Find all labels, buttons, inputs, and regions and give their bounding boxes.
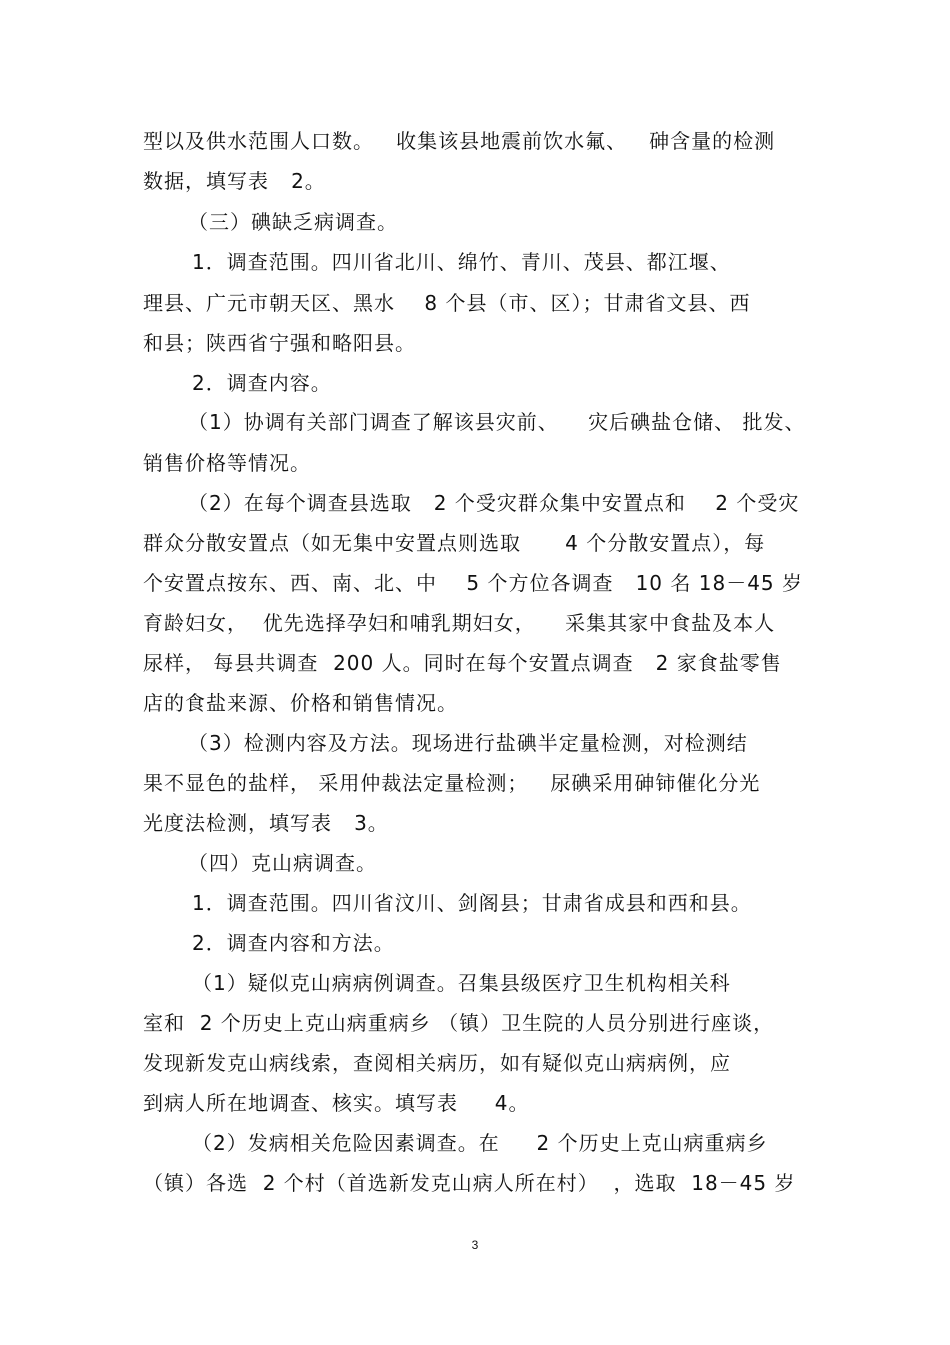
text-line: 2．调查内容。 (192, 371, 332, 395)
text-line: （四）克山病调查。 (188, 851, 377, 875)
text-line: 1．调查范围。四川省汶川、剑阁县；甘肃省成县和西和县。 (192, 891, 752, 915)
text-line: 光度法检测，填写表 3。 (143, 811, 389, 835)
text-line: 店的食盐来源、价格和销售情况。 (143, 691, 458, 715)
text-line: （3）检测内容及方法。现场进行盐碘半定量检测，对检测结 (188, 731, 748, 755)
text-line: （2）发病相关危险因素调查。在 2 个历史上克山病重病乡 (192, 1131, 768, 1155)
text-line: （2）在每个调查县选取 2 个受灾群众集中安置点和 2 个受灾 (188, 491, 800, 515)
text-line: 1．调查范围。四川省北川、绵竹、青川、茂县、都江堰、 (192, 250, 731, 274)
text-line: 尿样， 每县共调查 200 人。同时在每个安置点调查 2 家食盐零售 (143, 651, 782, 675)
text-line: （1）疑似克山病病例调查。召集县级医疗卫生机构相关科 (192, 971, 731, 995)
text-line: 理县、广元市朝天区、黑水 8 个县（市、区）；甘肃省文县、西 (143, 291, 751, 315)
text-line: 型以及供水范围人口数。 收集该县地震前饮水氟、 砷含量的检测 (143, 129, 776, 153)
text-line: 2．调查内容和方法。 (192, 931, 395, 955)
page-number: 3 (471, 1238, 479, 1252)
text-line: （镇）各选 2 个村（首选新发克山病人所在村） ，选取 18－45 岁 (143, 1171, 796, 1195)
text-line: 和县；陕西省宁强和略阳县。 (143, 331, 416, 355)
text-line: 室和 2 个历史上克山病重病乡 （镇）卫生院的人员分别进行座谈， (143, 1011, 775, 1035)
text-line: 果不显色的盐样， 采用仲裁法定量检测； 尿碘采用砷铈催化分光 (143, 771, 761, 795)
text-line: 到病人所在地调查、核实。填写表 4。 (143, 1091, 530, 1115)
text-line: （三）碘缺乏病调查。 (188, 210, 398, 234)
text-line: 发现新发克山病线索，查阅相关病历，如有疑似克山病病例，应 (143, 1051, 731, 1075)
text-line: 育龄妇女， 优先选择孕妇和哺乳期妇女， 采集其家中食盐及本人 (143, 611, 776, 635)
text-line: 群众分散安置点（如无集中安置点则选取 4 个分散安置点），每 (143, 531, 766, 555)
text-line: 数据，填写表 2。 (143, 169, 326, 193)
text-line: 销售价格等情况。 (143, 451, 311, 475)
text-line: 个安置点按东、西、南、北、中 5 个方位各调查 10 名 18－45 岁 (143, 571, 804, 595)
text-line: （1）协调有关部门调查了解该县灾前、 灾后碘盐仓储、 批发、 (188, 410, 806, 434)
